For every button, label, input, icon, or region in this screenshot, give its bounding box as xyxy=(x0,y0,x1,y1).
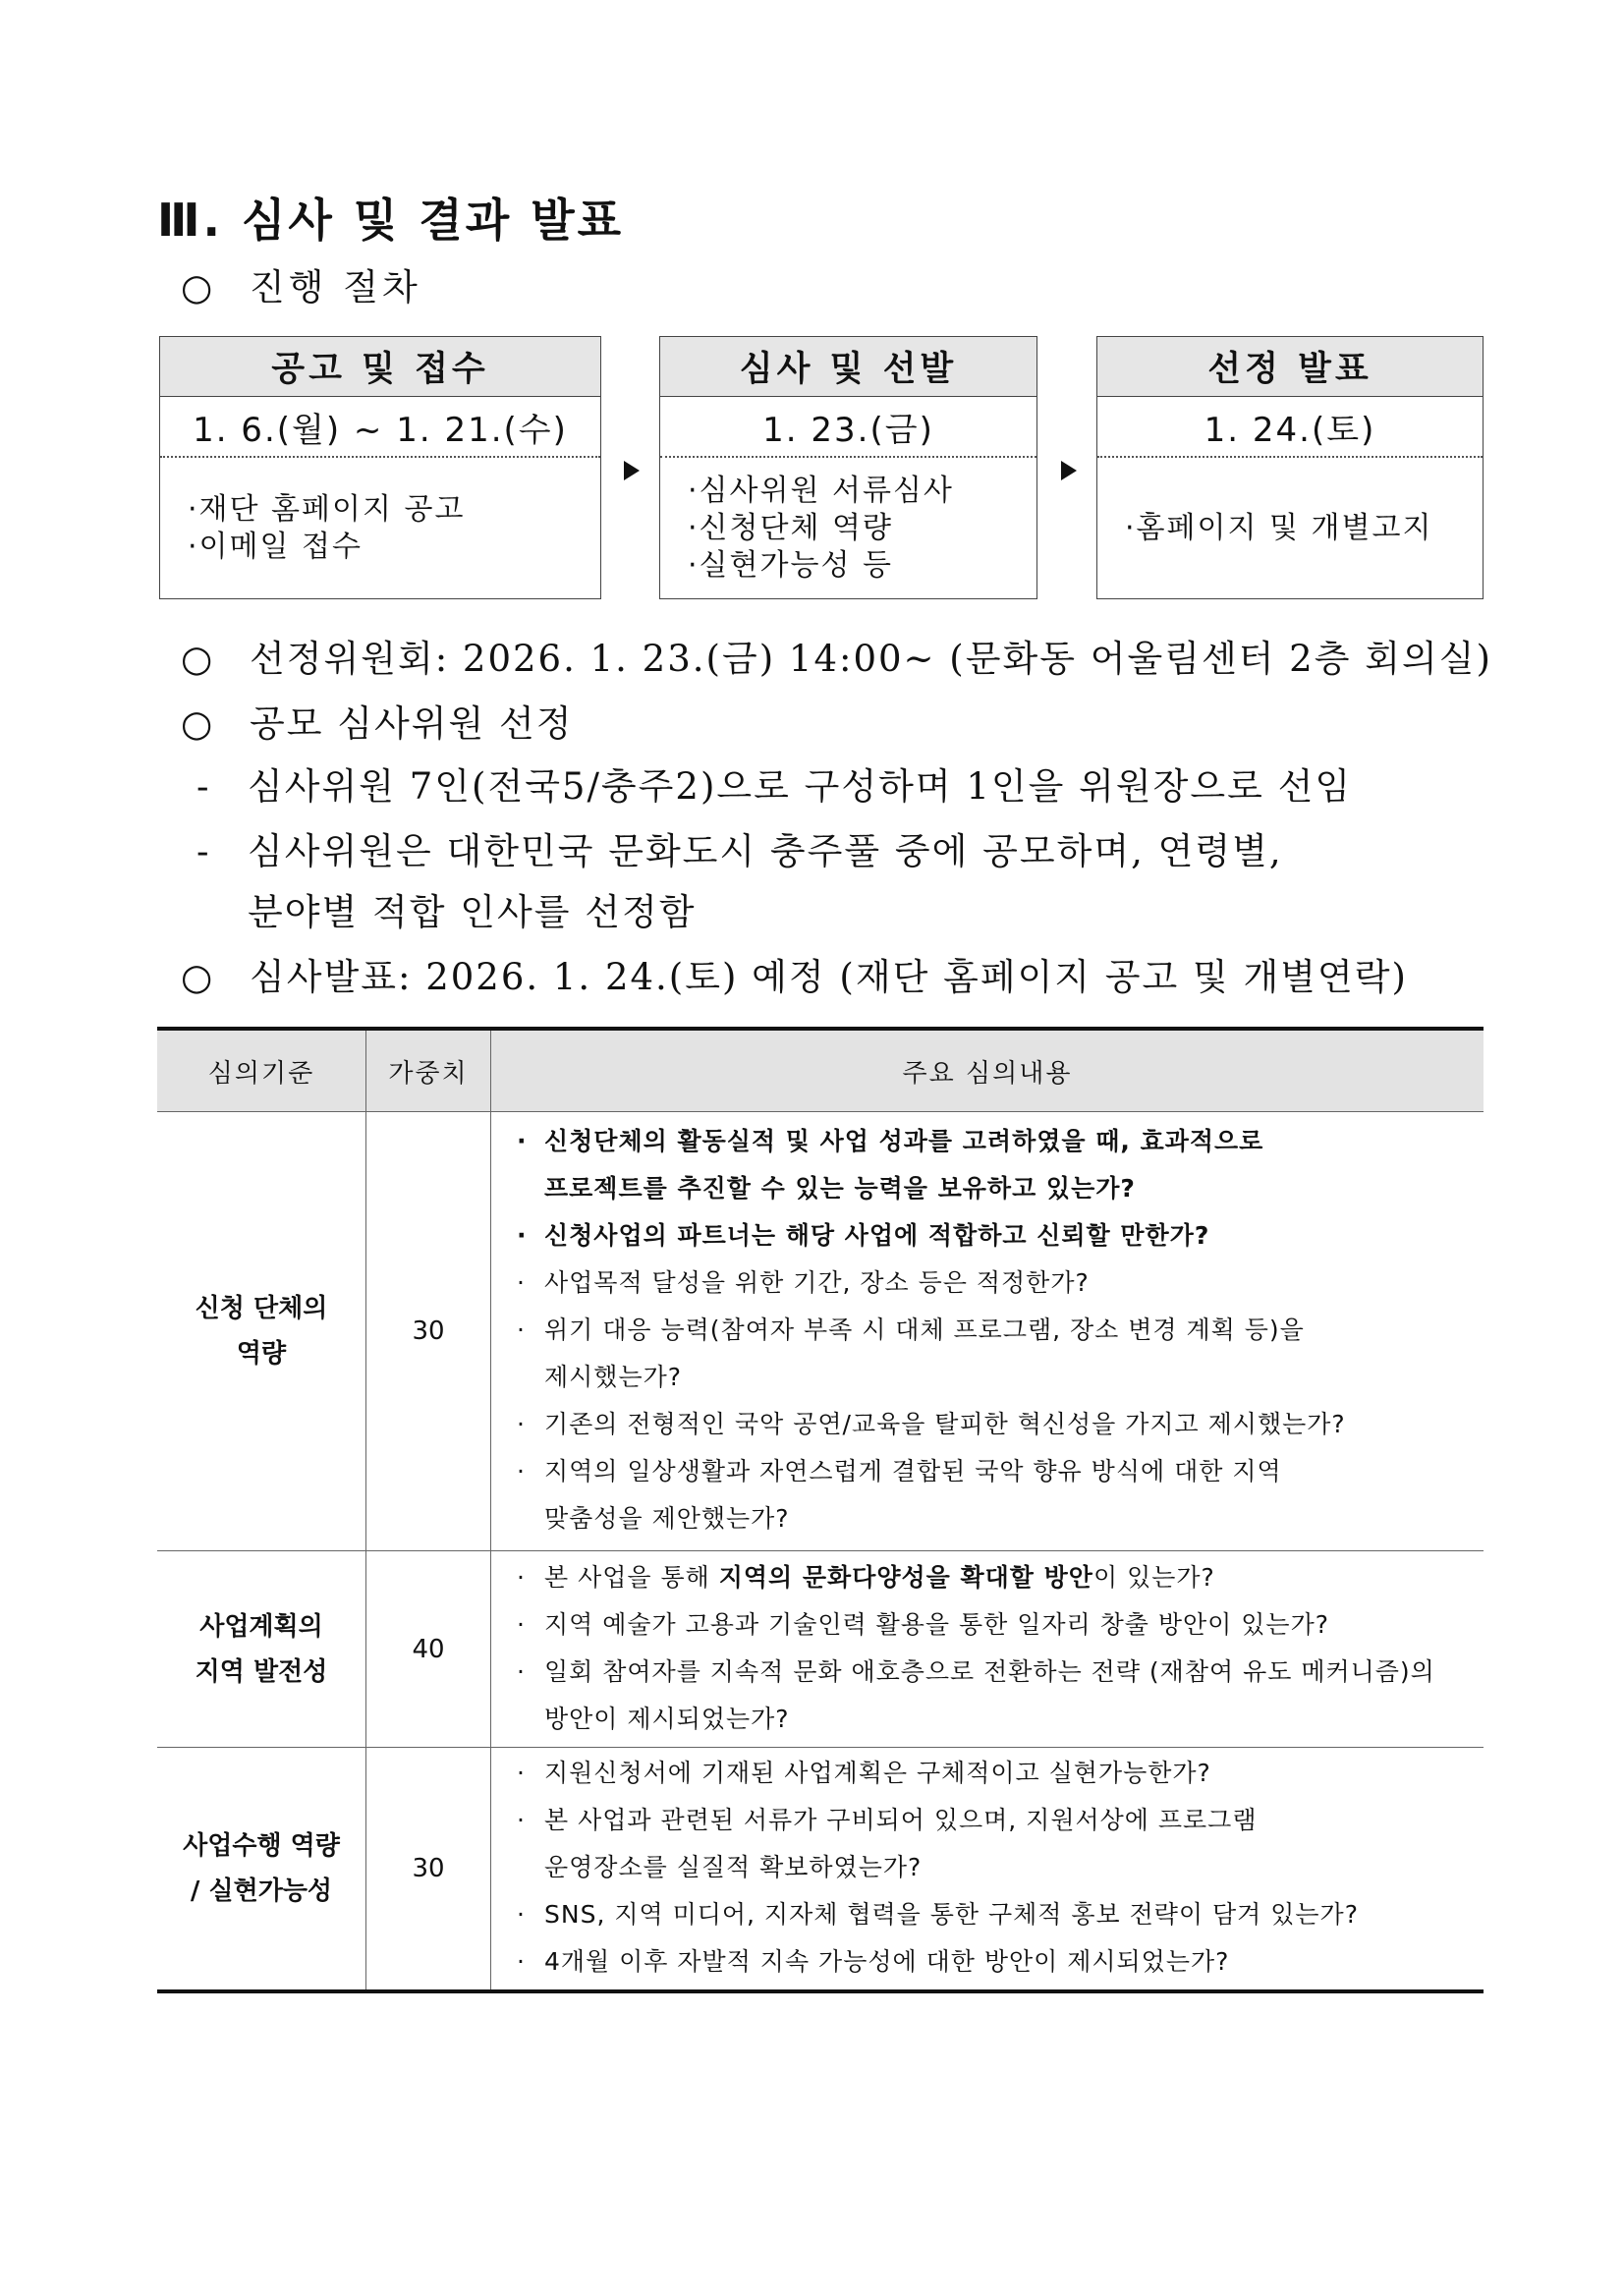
header-criterion: 심의기준 xyxy=(157,1029,366,1112)
intro-line xyxy=(181,257,421,310)
committee-line xyxy=(181,629,1492,682)
header-content: 주요 심의내용 xyxy=(491,1029,1484,1112)
process-step-item: ·심사위원 서류심사 xyxy=(688,474,954,508)
list-item: · 위기 대응 능력(참여자 부족 시 대체 프로그램, 장소 변경 계획 등)을 xyxy=(517,1316,1305,1344)
process-step-title: 선정 발표 xyxy=(1097,337,1483,397)
process-step-items xyxy=(1097,458,1483,599)
list-item: · 지원신청서에 기재된 사업계획은 구체적이고 실현가능한가? xyxy=(517,1759,1211,1787)
process-step-date: 1. 23.(금) xyxy=(660,397,1036,458)
process-step-1 xyxy=(159,336,601,599)
list-item: 운영장소를 실질적 확보하였는가? xyxy=(544,1853,923,1881)
header-weight: 가중치 xyxy=(366,1029,491,1112)
list-item: · 본 사업과 관련된 서류가 구비되어 있으며, 지원서상에 프로그램 xyxy=(517,1806,1258,1834)
criterion-line: 사업계획의 xyxy=(199,1611,323,1642)
circle-bullet-icon: ○ xyxy=(181,956,215,998)
list-item: · 신청사업의 파트너는 해당 사업에 적합하고 신뢰할 만한가? xyxy=(517,1221,1210,1250)
table-row xyxy=(157,1748,1484,1992)
list-item: 방안이 제시되었는가? xyxy=(544,1704,790,1733)
process-step-item: ·홈페이지 및 개별고지 xyxy=(1125,511,1433,545)
intro-text: 진행 절차 xyxy=(250,266,421,308)
criterion-line: / 실현가능성 xyxy=(190,1876,333,1906)
process-step-2 xyxy=(659,336,1037,599)
reviewer-recruit-line xyxy=(196,821,1283,874)
reviewer-composition-line xyxy=(196,756,1352,810)
list-item: · 신청단체의 활동실적 및 사업 성과를 고려하였을 때, 효과적으로 xyxy=(517,1127,1264,1155)
dash-bullet: - xyxy=(196,830,211,872)
content-cell xyxy=(491,1112,1484,1551)
announce-line xyxy=(181,947,1408,1000)
list-item: · 지역의 일상생활과 자연스럽게 결합된 국악 향유 방식에 대한 지역 xyxy=(517,1457,1282,1485)
list-item: 프로젝트를 추진할 수 있는 능력을 보유하고 있는가? xyxy=(544,1174,1136,1203)
criterion-cell xyxy=(157,1112,366,1551)
list-item: · 지역 예술가 고용과 기술인력 활용을 통한 일자리 창출 방안이 있는가? xyxy=(517,1609,1329,1639)
list-item: 제시했는가? xyxy=(544,1363,683,1391)
criterion-line: 신청 단체의 xyxy=(195,1294,328,1323)
list-item: · SNS, 지역 미디어, 지자체 협력을 통한 구체적 홍보 전략이 담겨 있는가? xyxy=(517,1900,1359,1929)
process-step-3 xyxy=(1096,336,1484,599)
criterion-cell xyxy=(157,1748,366,1992)
reviewer-recruit-text: 심사위원은 대한민국 문화도시 충주풀 중에 공모하며, 연령별, xyxy=(248,830,1283,872)
process-step-item: ·이메일 접수 xyxy=(188,530,363,564)
list-item: · 본 사업을 통해 지역의 문화다양성을 확대할 방안이 있는가? xyxy=(517,1562,1215,1592)
table-row xyxy=(157,1551,1484,1748)
criteria-table xyxy=(157,1027,1484,1993)
selection-line xyxy=(181,694,573,747)
process-step-title: 심사 및 선발 xyxy=(660,337,1036,397)
list-item: · 4개월 이후 자발적 지속 가능성에 대한 방안이 제시되었는가? xyxy=(517,1947,1230,1976)
list-item: · 사업목적 달성을 위한 기간, 장소 등은 적정한가? xyxy=(517,1268,1090,1297)
process-step-item: ·신청단체 역량 xyxy=(688,511,893,545)
criterion-cell xyxy=(157,1551,366,1748)
criterion-line: 사업수행 역량 xyxy=(183,1831,340,1861)
process-step-item: ·실현가능성 등 xyxy=(688,548,893,583)
weight-cell: 30 xyxy=(366,1748,491,1992)
circle-bullet-icon: ○ xyxy=(181,702,215,745)
content-cell xyxy=(491,1748,1484,1992)
process-step-items xyxy=(660,458,1036,599)
weight-cell: 40 xyxy=(366,1551,491,1748)
process-step-date: 1. 6.(월) ~ 1. 21.(수) xyxy=(160,397,600,458)
circle-bullet-icon: ○ xyxy=(181,266,217,308)
committee-text: 선정위원회: 2026. 1. 23.(금) 14:00~ (문화동 어울림센터 2층 회의실) xyxy=(250,638,1492,680)
process-step-items xyxy=(160,458,600,599)
circle-bullet-icon: ○ xyxy=(181,638,215,680)
list-item: · 기존의 전형적인 국악 공연/교육을 탈피한 혁신성을 가지고 제시했는가? xyxy=(517,1410,1346,1438)
dash-bullet: - xyxy=(196,765,211,808)
process-step-item: ·재단 홈페이지 공고 xyxy=(188,492,466,527)
criterion-line: 역량 xyxy=(236,1339,287,1369)
reviewer-recruit-continuation: 분야별 적합 인사를 선정함 xyxy=(248,891,697,933)
process-step-date: 1. 24.(토) xyxy=(1097,397,1483,458)
criterion-line: 지역 발전성 xyxy=(195,1656,328,1687)
table-row xyxy=(157,1112,1484,1551)
list-item: 맞춤성을 제안했는가? xyxy=(544,1504,790,1533)
process-step-title: 공고 및 접수 xyxy=(160,337,600,397)
selection-text: 공모 심사위원 선정 xyxy=(250,702,574,745)
reviewer-composition-text: 심사위원 7인(전국5/충주2)으로 구성하며 1인을 위원장으로 선임 xyxy=(248,765,1353,808)
section-title: Ⅲ. 심사 및 결과 발표 xyxy=(157,194,625,247)
content-cell xyxy=(491,1551,1484,1748)
table-header-row xyxy=(157,1029,1484,1112)
arrow-right-icon xyxy=(1061,461,1077,480)
arrow-right-icon xyxy=(624,461,640,480)
announce-text: 심사발표: 2026. 1. 24.(토) 예정 (재단 홈페이지 공고 및 개별연락) xyxy=(250,956,1408,998)
weight-cell: 30 xyxy=(366,1112,491,1551)
list-item: · 일회 참여자를 지속적 문화 애호층으로 전환하는 전략 (재참여 유도 메커니즘)의 xyxy=(517,1656,1435,1686)
